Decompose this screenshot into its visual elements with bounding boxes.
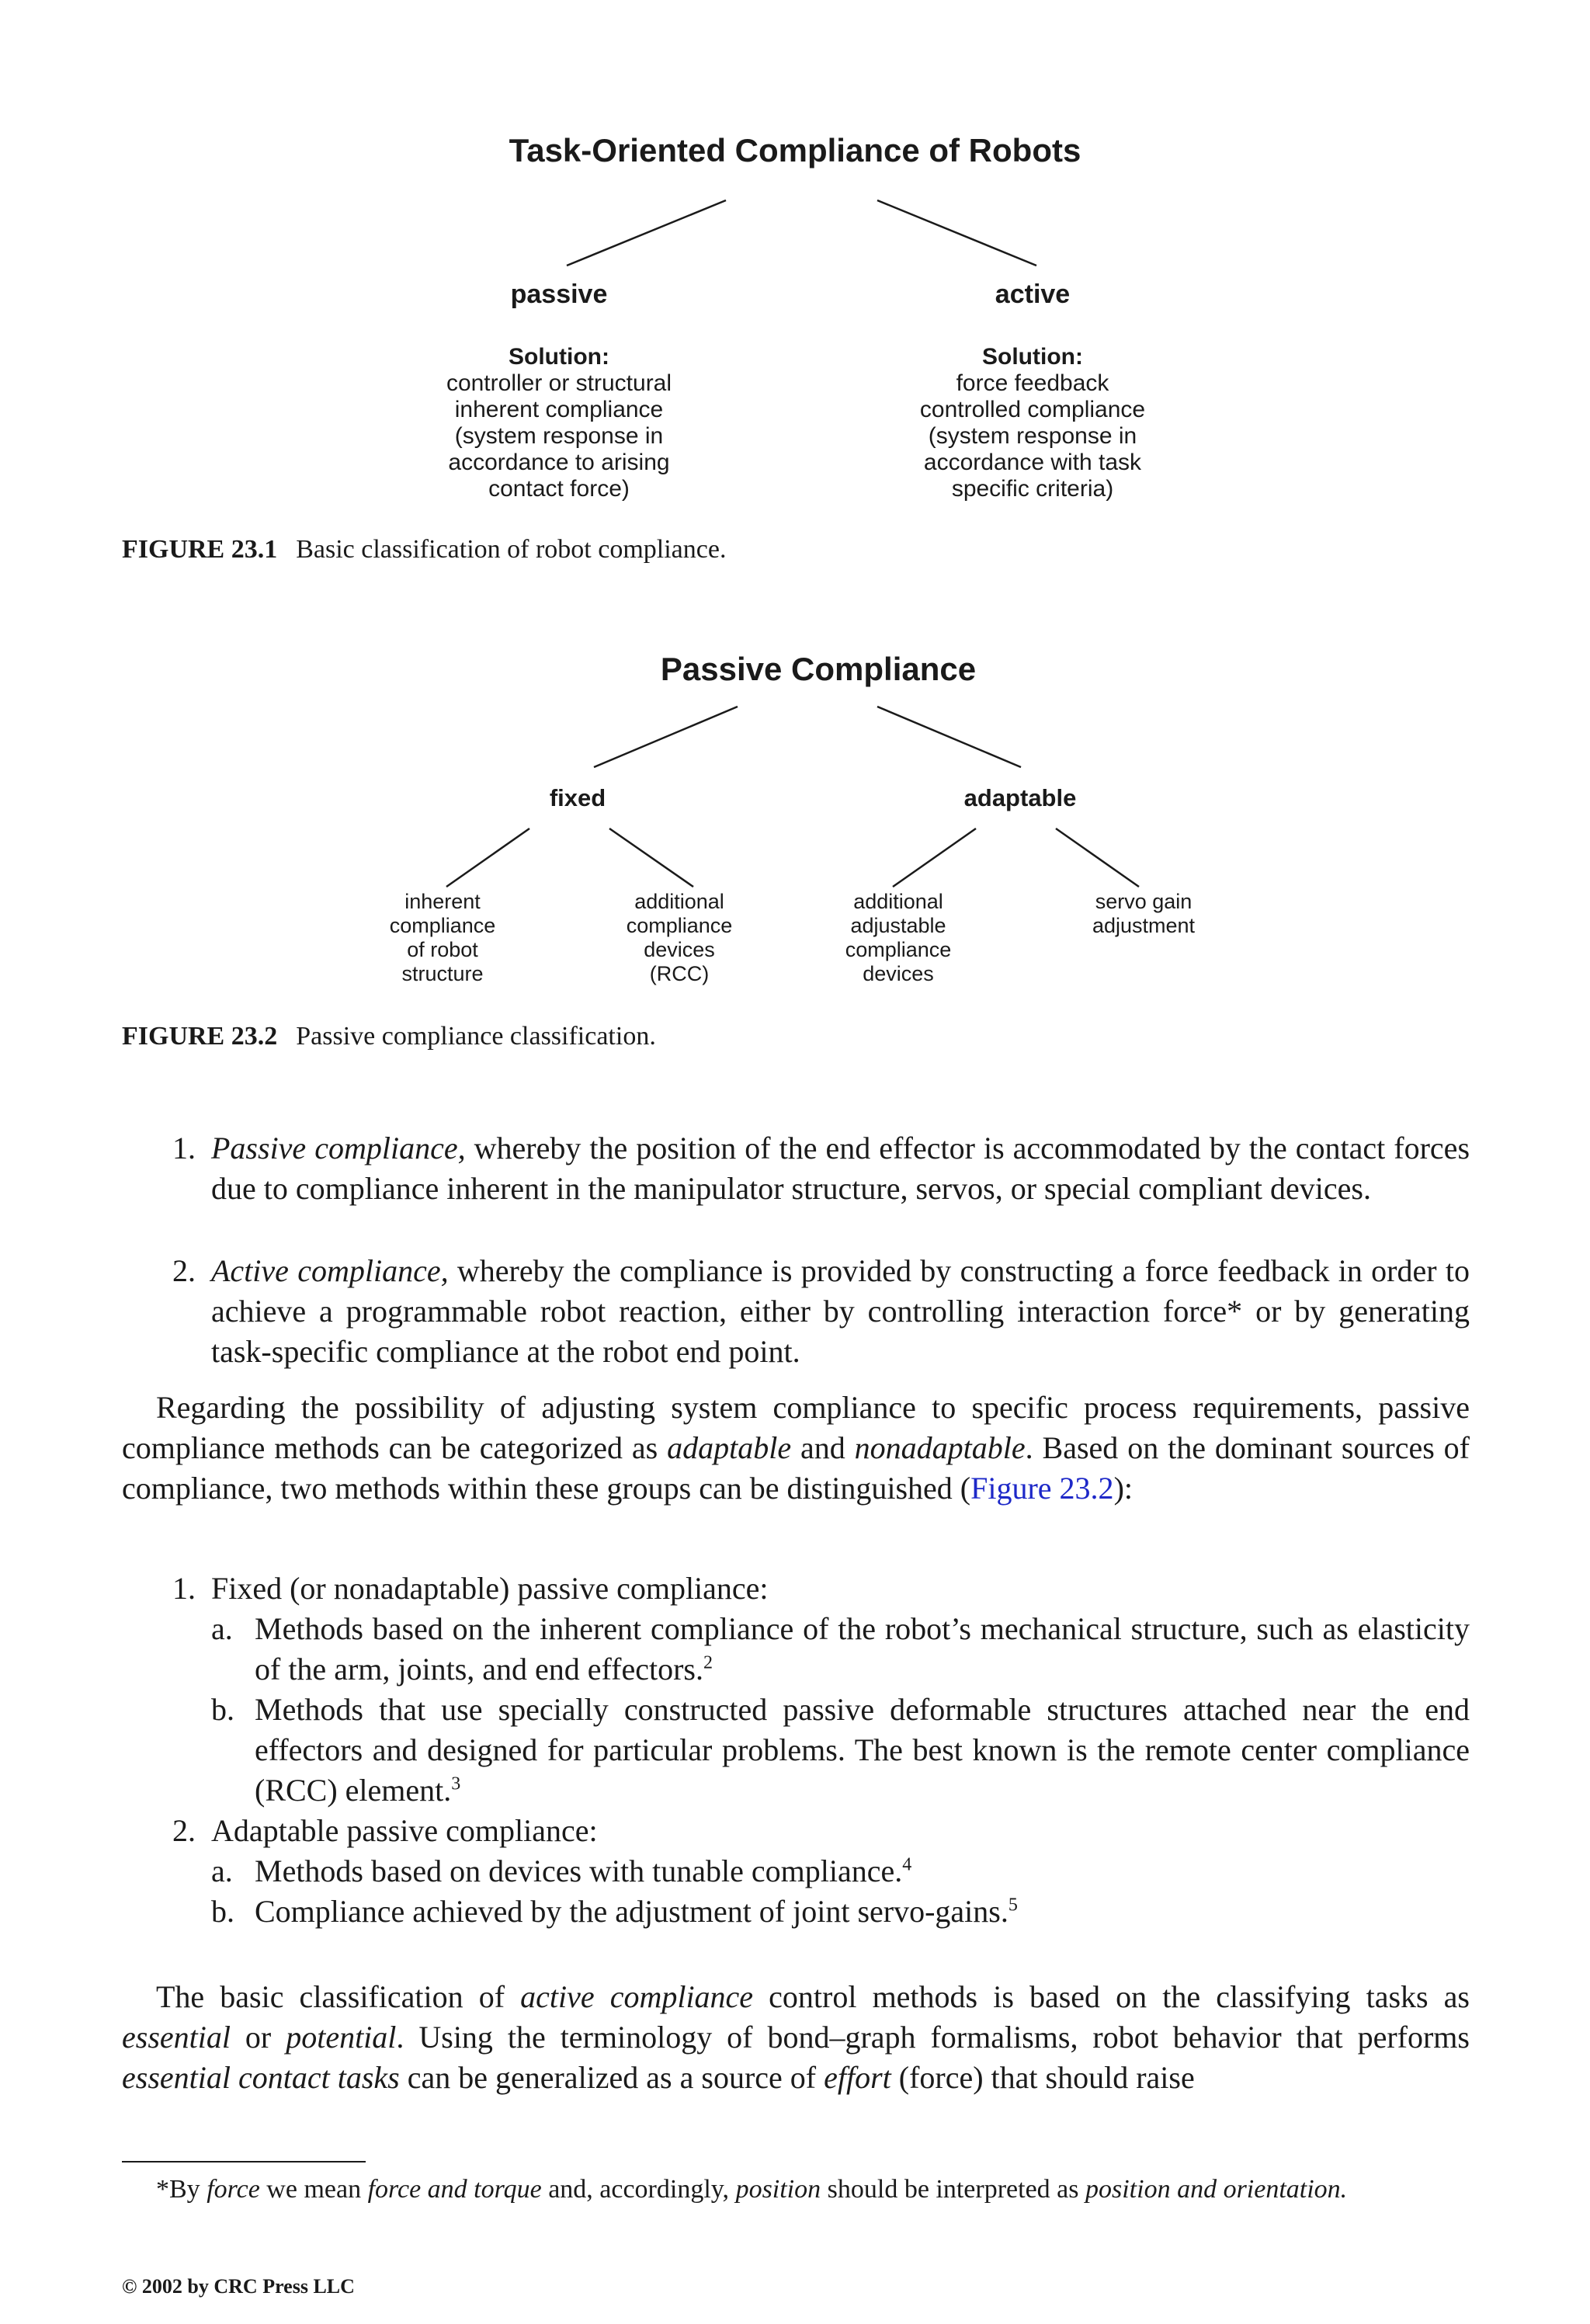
- list2-item-fixed: Fixed (or nonadaptable) passive compliance:: [211, 1571, 769, 1606]
- list2-item-1b: [255, 1690, 1470, 1811]
- leaf-line: adjustment: [1092, 914, 1196, 937]
- solution-line: accordance with task: [923, 450, 1142, 475]
- leaf-line: devices: [644, 938, 715, 961]
- list1-item-passive: [211, 1128, 1470, 1209]
- figure2-leaf-inherent: [365, 890, 520, 986]
- figure2-caption: [122, 1022, 1442, 1051]
- footnote-emphasis: position: [735, 2175, 821, 2204]
- leaf-line: adjustable: [850, 914, 946, 937]
- paragraph-passive-methods: [122, 1388, 1470, 1509]
- copyright: © 2002 by CRC Press LLC: [122, 2275, 355, 2298]
- leaf-line: structure: [401, 962, 484, 985]
- figure2-line-adaptable-left: [893, 829, 976, 887]
- leaf-line: inherent: [404, 890, 481, 913]
- solution-line: force feedback: [956, 370, 1109, 396]
- para-emphasis: potential: [286, 2020, 397, 2055]
- solution-line: controlled compliance: [919, 397, 1146, 422]
- reference-mark: 5: [1008, 1895, 1018, 1916]
- reference-mark: 4: [902, 1854, 912, 1875]
- list2-item-2b: [255, 1892, 1470, 1932]
- para-emphasis: adaptable: [667, 1430, 792, 1465]
- leaf-line: servo gain: [1095, 890, 1192, 913]
- footnote-emphasis: force: [207, 2175, 260, 2204]
- figure2-title: Passive Compliance: [660, 651, 977, 687]
- solution-line: specific criteria): [951, 476, 1114, 502]
- footnote-text: *By: [156, 2175, 207, 2204]
- item-text: Methods based on the inherent compliance of the robot’s mechanical structure, such as elasticity of the arm, joints, and end effectors.: [255, 1611, 1470, 1687]
- leaf-line: compliance: [845, 938, 952, 961]
- item-text: Compliance achieved by the adjustment of joint servo-gains.: [255, 1894, 1009, 1929]
- leaf-line: devices: [863, 962, 934, 985]
- figure2-tree-lines: [0, 683, 1590, 932]
- para-text: can be generalized as a source of: [399, 2060, 825, 2095]
- list1-item-active: [211, 1251, 1470, 1372]
- solution-line: contact force): [488, 476, 630, 502]
- figure1-tree-lines: [0, 0, 1590, 544]
- para-emphasis: nonadaptable: [854, 1430, 1026, 1465]
- figure2-leaf-adjustable: [821, 890, 976, 986]
- list2-letter: b.: [211, 1894, 234, 1929]
- list2-letter: a.: [211, 1611, 233, 1646]
- solution-line: accordance to arising: [448, 450, 670, 475]
- item-text: Methods that use specially constructed passive deformable structures attached near the end effectors and designed for particular problems. The best known is the remote center compliance (RCC) element.: [255, 1692, 1470, 1808]
- caption-label: FIGURE 23.2: [122, 1022, 278, 1051]
- para-text: or: [230, 2020, 286, 2055]
- footnote: [156, 2174, 1491, 2205]
- list1-text: whereby the position of the end effector is accommodated by the contact forces due to compliance inherent in the manipulator structure, servos, or special compliant devices.: [211, 1131, 1470, 1206]
- para-emphasis: essential: [122, 2020, 231, 2055]
- reference-mark: 3: [451, 1773, 461, 1794]
- list2-item-1a: [255, 1609, 1470, 1690]
- list1-term: Active compliance,: [211, 1253, 449, 1288]
- figure2-line-right: [877, 707, 1021, 767]
- leaf-line: additional: [853, 890, 943, 913]
- figure1-branch-passive: passive: [510, 280, 608, 309]
- list2-item-2a: [255, 1851, 1470, 1892]
- para-text: (force) that should raise: [890, 2060, 1195, 2095]
- list1-number: 1.: [172, 1131, 196, 1165]
- list1-text: whereby the compliance is provided by constructing a force feedback in order to achieve a programmable robot reaction, either by controlling interaction force* or by generating task-specific compliance at the robot end point.: [211, 1253, 1470, 1369]
- solution-line: inherent compliance: [454, 397, 664, 422]
- figure1-title: Task-Oriented Compliance of Robots: [509, 132, 1081, 168]
- figure1-branch-active: active: [995, 280, 1071, 309]
- para-emphasis: effort: [824, 2060, 891, 2095]
- reference-mark: 2: [703, 1652, 713, 1673]
- figure2-branch-fixed: fixed: [549, 784, 606, 811]
- list1-term: Passive compliance,: [211, 1131, 466, 1165]
- caption-label: FIGURE 23.1: [122, 535, 278, 564]
- para-text: and: [791, 1430, 855, 1465]
- list2-number: 1.: [172, 1571, 196, 1606]
- leaf-line: compliance: [389, 914, 496, 937]
- figure-23-2-link[interactable]: Figure 23.2: [970, 1471, 1114, 1506]
- footnote-text: we mean: [259, 2175, 368, 2204]
- figure2-line-fixed-right: [609, 829, 693, 887]
- para-text: The basic classification of: [156, 1979, 521, 2014]
- list1-number: 2.: [172, 1253, 196, 1288]
- figure1-solution-active: [838, 344, 1227, 502]
- footnote-emphasis: force and torque: [367, 2175, 542, 2204]
- figure2-branch-adaptable: adaptable: [963, 784, 1077, 811]
- footnote-emphasis: position and orientation.: [1085, 2175, 1348, 2204]
- figure2-leaf-servo: [1058, 890, 1229, 938]
- caption-text: Basic classification of robot compliance.: [296, 535, 727, 564]
- figure2-line-left: [594, 707, 738, 767]
- figure1-line-right: [877, 200, 1036, 266]
- solution-heading: Solution:: [982, 344, 1083, 370]
- figure1-line-left: [567, 200, 726, 266]
- para-text: Regarding the possibility of adjusting system compliance to specific process requirements, passive compliance methods can be categorized as: [122, 1390, 1470, 1465]
- figure1-solution-passive: [365, 344, 753, 502]
- list2-letter: a.: [211, 1853, 233, 1888]
- paragraph-active-methods: [122, 1977, 1470, 2098]
- figure1-caption: [122, 535, 1442, 564]
- list2-letter: b.: [211, 1692, 234, 1727]
- footnote-text: should be interpreted as: [821, 2175, 1085, 2204]
- footnote-rule: [122, 2161, 366, 2162]
- para-text: ):: [1113, 1471, 1133, 1506]
- solution-line: (system response in: [454, 423, 664, 449]
- caption-text: Passive compliance classification.: [296, 1022, 656, 1051]
- list2-item-adaptable: Adaptable passive compliance:: [211, 1813, 598, 1848]
- leaf-line: compliance: [626, 914, 733, 937]
- solution-heading: Solution:: [509, 344, 609, 370]
- solution-line: controller or structural: [446, 370, 672, 396]
- leaf-line: (RCC): [649, 962, 710, 985]
- para-emphasis: active compliance: [520, 1979, 754, 2014]
- leaf-line: of robot: [407, 938, 478, 961]
- para-text: . Using the terminology of bond–graph formalisms, robot behavior that performs: [396, 2020, 1470, 2055]
- solution-line: (system response in: [928, 423, 1137, 449]
- figure2-line-fixed-left: [446, 829, 529, 887]
- footnote-text: and, accordingly,: [541, 2175, 736, 2204]
- figure2-line-adaptable-right: [1056, 829, 1139, 887]
- leaf-line: additional: [634, 890, 724, 913]
- para-text: control methods is based on the classifying tasks as: [753, 1979, 1470, 2014]
- list2-number: 2.: [172, 1813, 196, 1848]
- para-emphasis: essential contact tasks: [122, 2060, 400, 2095]
- item-text: Methods based on devices with tunable compliance.: [255, 1853, 903, 1888]
- figure2-leaf-rcc: [602, 890, 757, 986]
- para-text: . Based on the dominant sources of compliance, two methods within these groups can be distinguished (: [122, 1430, 1470, 1506]
